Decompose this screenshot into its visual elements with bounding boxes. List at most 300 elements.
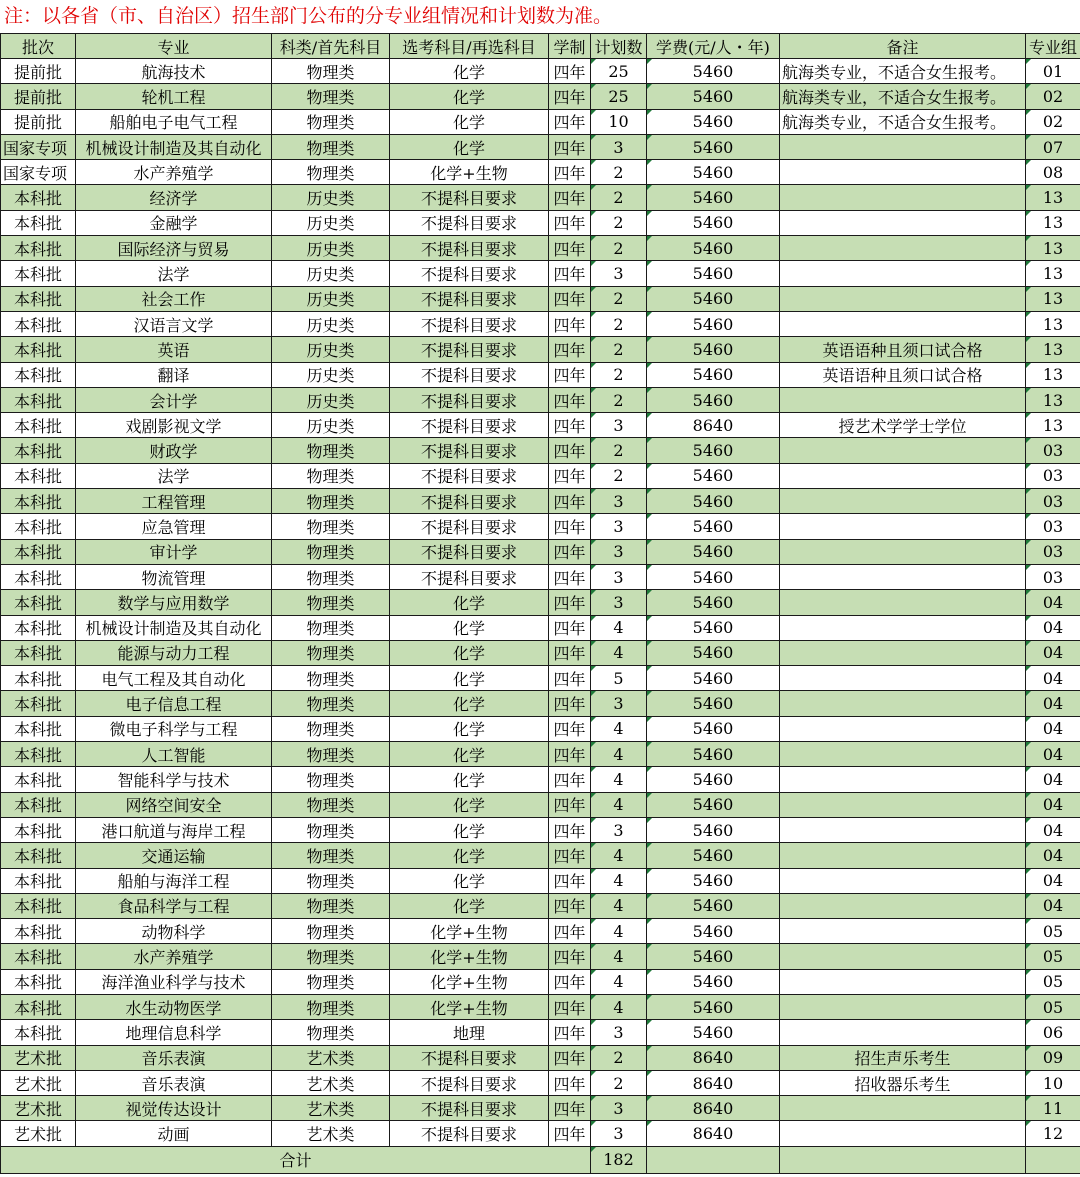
cell-remark [780, 640, 1026, 665]
cell-tuition: 5460 [647, 843, 780, 868]
cell-plan: 3 [591, 514, 647, 539]
cell-group: 12 [1026, 1121, 1080, 1146]
cell-remark: 授艺术学学士学位 [780, 413, 1026, 438]
cell-category: 历史类 [272, 286, 390, 311]
cell-batch: 艺术批 [1, 1045, 76, 1070]
cell-batch: 本科批 [1, 185, 76, 210]
table-row [1, 286, 1080, 311]
cell-group: 02 [1026, 84, 1080, 109]
table-row [1, 387, 1080, 412]
cell-group: 05 [1026, 919, 1080, 944]
cell-plan: 2 [591, 311, 647, 336]
cell-category: 历史类 [272, 185, 390, 210]
cell-batch: 本科批 [1, 944, 76, 969]
table-row [1, 792, 1080, 817]
cell-elective: 不提科目要求 [390, 489, 549, 514]
cell-group: 05 [1026, 994, 1080, 1019]
cell-group: 13 [1026, 311, 1080, 336]
cell-tuition: 5460 [647, 236, 780, 261]
cell-tuition: 5460 [647, 134, 780, 159]
cell-remark [780, 539, 1026, 564]
table-row [1, 185, 1080, 210]
cell-batch: 本科批 [1, 868, 76, 893]
cell-elective: 化学 [390, 59, 549, 84]
table-row [1, 1096, 1080, 1121]
cell-category: 物理类 [272, 463, 390, 488]
cell-plan: 2 [591, 286, 647, 311]
cell-duration: 四年 [549, 438, 591, 463]
cell-elective: 不提科目要求 [390, 286, 549, 311]
cell-elective: 化学 [390, 590, 549, 615]
cell-plan: 4 [591, 893, 647, 918]
table-row [1, 134, 1080, 159]
cell-major: 网络空间安全 [76, 792, 272, 817]
cell-plan: 2 [591, 1070, 647, 1095]
table-row [1, 615, 1080, 640]
cell-category: 物理类 [272, 944, 390, 969]
cell-category: 物理类 [272, 564, 390, 589]
cell-remark [780, 564, 1026, 589]
cell-remark [780, 1096, 1026, 1121]
cell-tuition: 5460 [647, 893, 780, 918]
cell-remark [780, 843, 1026, 868]
cell-group: 04 [1026, 843, 1080, 868]
cell-remark: 航海类专业，不适合女生报考。 [780, 59, 1026, 84]
cell-plan: 2 [591, 362, 647, 387]
cell-major: 国际经济与贸易 [76, 236, 272, 261]
cell-major: 音乐表演 [76, 1070, 272, 1095]
cell-major: 动物科学 [76, 919, 272, 944]
cell-remark [780, 742, 1026, 767]
table-row [1, 84, 1080, 109]
cell-elective: 化学 [390, 134, 549, 159]
cell-category: 物理类 [272, 919, 390, 944]
cell-category: 物理类 [272, 716, 390, 741]
total-row [1, 1146, 1080, 1173]
cell-batch: 本科批 [1, 463, 76, 488]
cell-elective: 不提科目要求 [390, 337, 549, 362]
cell-duration: 四年 [549, 59, 591, 84]
cell-major: 地理信息科学 [76, 1020, 272, 1045]
cell-duration: 四年 [549, 716, 591, 741]
cell-remark [780, 590, 1026, 615]
cell-plan: 3 [591, 817, 647, 842]
cell-elective: 不提科目要求 [390, 539, 549, 564]
cell-plan: 3 [591, 261, 647, 286]
table-row [1, 1121, 1080, 1146]
cell-remark: 招生声乐考生 [780, 1045, 1026, 1070]
cell-group: 13 [1026, 286, 1080, 311]
cell-major: 人工智能 [76, 742, 272, 767]
cell-major: 数学与应用数学 [76, 590, 272, 615]
table-row [1, 463, 1080, 488]
cell-group: 04 [1026, 590, 1080, 615]
cell-plan: 2 [591, 210, 647, 235]
cell-batch: 本科批 [1, 236, 76, 261]
cell-group: 05 [1026, 969, 1080, 994]
cell-tuition: 5460 [647, 969, 780, 994]
cell-elective: 化学 [390, 843, 549, 868]
cell-category: 物理类 [272, 84, 390, 109]
table-row [1, 261, 1080, 286]
cell-batch: 国家专项 [1, 134, 76, 159]
cell-group: 13 [1026, 185, 1080, 210]
cell-major: 轮机工程 [76, 84, 272, 109]
cell-elective: 化学 [390, 716, 549, 741]
cell-category: 物理类 [272, 109, 390, 134]
cell-group: 08 [1026, 160, 1080, 185]
cell-tuition: 5460 [647, 160, 780, 185]
cell-group: 13 [1026, 261, 1080, 286]
table-row [1, 893, 1080, 918]
cell-group: 03 [1026, 564, 1080, 589]
cell-elective: 不提科目要求 [390, 311, 549, 336]
cell-category: 物理类 [272, 539, 390, 564]
cell-plan: 4 [591, 843, 647, 868]
cell-plan: 3 [591, 134, 647, 159]
cell-batch: 本科批 [1, 919, 76, 944]
cell-major: 交通运输 [76, 843, 272, 868]
cell-plan: 3 [591, 489, 647, 514]
cell-category: 历史类 [272, 261, 390, 286]
cell-remark [780, 868, 1026, 893]
cell-batch: 本科批 [1, 564, 76, 589]
cell-duration: 四年 [549, 387, 591, 412]
cell-major: 视觉传达设计 [76, 1096, 272, 1121]
cell-remark [780, 919, 1026, 944]
cell-major: 智能科学与技术 [76, 767, 272, 792]
total-empty [647, 1146, 780, 1173]
cell-group: 05 [1026, 944, 1080, 969]
cell-tuition: 5460 [647, 615, 780, 640]
cell-elective: 不提科目要求 [390, 514, 549, 539]
cell-major: 港口航道与海岸工程 [76, 817, 272, 842]
cell-plan: 2 [591, 185, 647, 210]
cell-category: 物理类 [272, 792, 390, 817]
cell-category: 物理类 [272, 893, 390, 918]
cell-category: 历史类 [272, 362, 390, 387]
cell-tuition: 5460 [647, 666, 780, 691]
cell-plan: 4 [591, 716, 647, 741]
cell-elective: 化学 [390, 666, 549, 691]
cell-tuition: 5460 [647, 716, 780, 741]
cell-major: 会计学 [76, 387, 272, 412]
cell-category: 物理类 [272, 134, 390, 159]
cell-group: 04 [1026, 868, 1080, 893]
cell-major: 动画 [76, 1121, 272, 1146]
cell-elective: 不提科目要求 [390, 413, 549, 438]
cell-major: 金融学 [76, 210, 272, 235]
cell-duration: 四年 [549, 1096, 591, 1121]
table-row [1, 666, 1080, 691]
cell-duration: 四年 [549, 134, 591, 159]
cell-duration: 四年 [549, 1020, 591, 1045]
cell-duration: 四年 [549, 893, 591, 918]
cell-remark [780, 615, 1026, 640]
cell-batch: 本科批 [1, 438, 76, 463]
cell-plan: 4 [591, 792, 647, 817]
cell-plan: 4 [591, 742, 647, 767]
cell-category: 物理类 [272, 969, 390, 994]
cell-tuition: 5460 [647, 994, 780, 1019]
cell-tuition: 5460 [647, 590, 780, 615]
table-row [1, 489, 1080, 514]
cell-group: 03 [1026, 514, 1080, 539]
cell-elective: 化学 [390, 868, 549, 893]
cell-batch: 本科批 [1, 489, 76, 514]
cell-duration: 四年 [549, 590, 591, 615]
cell-remark [780, 893, 1026, 918]
cell-duration: 四年 [549, 109, 591, 134]
cell-elective: 化学 [390, 792, 549, 817]
cell-batch: 本科批 [1, 817, 76, 842]
cell-elective: 化学 [390, 640, 549, 665]
table-row [1, 1070, 1080, 1095]
cell-elective: 化学+生物 [390, 994, 549, 1019]
cell-group: 03 [1026, 438, 1080, 463]
cell-elective: 化学 [390, 84, 549, 109]
cell-major: 电气工程及其自动化 [76, 666, 272, 691]
cell-category: 物理类 [272, 666, 390, 691]
cell-plan: 4 [591, 868, 647, 893]
cell-duration: 四年 [549, 1045, 591, 1070]
cell-batch: 本科批 [1, 1020, 76, 1045]
cell-tuition: 5460 [647, 767, 780, 792]
cell-duration: 四年 [549, 160, 591, 185]
cell-duration: 四年 [549, 615, 591, 640]
table-row [1, 1045, 1080, 1070]
cell-tuition: 8640 [647, 1121, 780, 1146]
cell-category: 历史类 [272, 337, 390, 362]
cell-remark [780, 489, 1026, 514]
table-row [1, 590, 1080, 615]
cell-tuition: 5460 [647, 792, 780, 817]
cell-group: 13 [1026, 337, 1080, 362]
cell-category: 物理类 [272, 817, 390, 842]
cell-plan: 25 [591, 84, 647, 109]
cell-tuition: 8640 [647, 1070, 780, 1095]
cell-duration: 四年 [549, 640, 591, 665]
cell-duration: 四年 [549, 868, 591, 893]
cell-tuition: 5460 [647, 1020, 780, 1045]
cell-elective: 化学 [390, 109, 549, 134]
cell-batch: 本科批 [1, 994, 76, 1019]
cell-major: 戏剧影视文学 [76, 413, 272, 438]
cell-group: 04 [1026, 615, 1080, 640]
cell-group: 06 [1026, 1020, 1080, 1045]
cell-duration: 四年 [549, 1121, 591, 1146]
cell-group: 13 [1026, 413, 1080, 438]
table-row [1, 742, 1080, 767]
cell-category: 物理类 [272, 868, 390, 893]
cell-category: 物理类 [272, 640, 390, 665]
cell-major: 船舶电子电气工程 [76, 109, 272, 134]
cell-plan: 4 [591, 969, 647, 994]
cell-elective: 不提科目要求 [390, 1070, 549, 1095]
cell-elective: 化学 [390, 893, 549, 918]
table-row [1, 868, 1080, 893]
cell-batch: 本科批 [1, 666, 76, 691]
cell-tuition: 5460 [647, 311, 780, 336]
cell-tuition: 5460 [647, 919, 780, 944]
cell-plan: 2 [591, 463, 647, 488]
cell-duration: 四年 [549, 944, 591, 969]
cell-tuition: 5460 [647, 84, 780, 109]
cell-elective: 不提科目要求 [390, 387, 549, 412]
cell-duration: 四年 [549, 261, 591, 286]
cell-duration: 四年 [549, 564, 591, 589]
cell-batch: 提前批 [1, 59, 76, 84]
cell-major: 水生动物医学 [76, 994, 272, 1019]
cell-batch: 本科批 [1, 767, 76, 792]
cell-batch: 艺术批 [1, 1121, 76, 1146]
cell-batch: 本科批 [1, 742, 76, 767]
cell-duration: 四年 [549, 286, 591, 311]
cell-remark: 英语语种且须口试合格 [780, 337, 1026, 362]
cell-group: 09 [1026, 1045, 1080, 1070]
cell-batch: 本科批 [1, 792, 76, 817]
cell-batch: 本科批 [1, 969, 76, 994]
cell-group: 04 [1026, 742, 1080, 767]
cell-tuition: 5460 [647, 691, 780, 716]
total-label: 合计 [1, 1146, 591, 1173]
cell-major: 法学 [76, 261, 272, 286]
cell-tuition: 5460 [647, 210, 780, 235]
table-row [1, 640, 1080, 665]
cell-remark: 英语语种且须口试合格 [780, 362, 1026, 387]
cell-remark [780, 691, 1026, 716]
cell-tuition: 5460 [647, 489, 780, 514]
cell-remark [780, 261, 1026, 286]
table-row [1, 438, 1080, 463]
cell-remark [780, 817, 1026, 842]
cell-major: 水产养殖学 [76, 944, 272, 969]
cell-group: 03 [1026, 489, 1080, 514]
cell-category: 物理类 [272, 615, 390, 640]
cell-duration: 四年 [549, 337, 591, 362]
cell-remark [780, 236, 1026, 261]
cell-major: 法学 [76, 463, 272, 488]
cell-group: 04 [1026, 792, 1080, 817]
cell-group: 04 [1026, 691, 1080, 716]
cell-plan: 3 [591, 1096, 647, 1121]
cell-duration: 四年 [549, 969, 591, 994]
cell-group: 04 [1026, 893, 1080, 918]
cell-batch: 本科批 [1, 893, 76, 918]
cell-plan: 5 [591, 666, 647, 691]
cell-tuition: 5460 [647, 640, 780, 665]
cell-elective: 不提科目要求 [390, 438, 549, 463]
cell-plan: 4 [591, 615, 647, 640]
cell-duration: 四年 [549, 210, 591, 235]
header-duration: 学制 [549, 34, 591, 59]
cell-batch: 本科批 [1, 387, 76, 412]
cell-category: 物理类 [272, 994, 390, 1019]
cell-major: 机械设计制造及其自动化 [76, 134, 272, 159]
cell-group: 11 [1026, 1096, 1080, 1121]
cell-elective: 不提科目要求 [390, 463, 549, 488]
cell-remark: 航海类专业，不适合女生报考。 [780, 84, 1026, 109]
cell-elective: 不提科目要求 [390, 564, 549, 589]
cell-tuition: 5460 [647, 868, 780, 893]
cell-elective: 不提科目要求 [390, 236, 549, 261]
cell-duration: 四年 [549, 843, 591, 868]
cell-elective: 不提科目要求 [390, 261, 549, 286]
cell-category: 历史类 [272, 236, 390, 261]
header-remark: 备注 [780, 34, 1026, 59]
table-row [1, 109, 1080, 134]
cell-tuition: 8640 [647, 413, 780, 438]
table-row [1, 539, 1080, 564]
cell-category: 物理类 [272, 843, 390, 868]
cell-batch: 本科批 [1, 261, 76, 286]
cell-major: 水产养殖学 [76, 160, 272, 185]
cell-plan: 2 [591, 236, 647, 261]
cell-batch: 本科批 [1, 615, 76, 640]
header-group: 专业组 [1026, 34, 1080, 59]
cell-major: 海洋渔业科学与技术 [76, 969, 272, 994]
cell-remark [780, 160, 1026, 185]
cell-group: 01 [1026, 59, 1080, 84]
cell-plan: 3 [591, 413, 647, 438]
cell-duration: 四年 [549, 1070, 591, 1095]
cell-duration: 四年 [549, 792, 591, 817]
cell-duration: 四年 [549, 994, 591, 1019]
cell-duration: 四年 [549, 311, 591, 336]
cell-group: 13 [1026, 387, 1080, 412]
cell-elective: 化学+生物 [390, 919, 549, 944]
cell-duration: 四年 [549, 817, 591, 842]
cell-elective: 化学 [390, 691, 549, 716]
cell-major: 能源与动力工程 [76, 640, 272, 665]
cell-major: 英语 [76, 337, 272, 362]
header-tuition: 学费(元/人・年) [647, 34, 780, 59]
header-batch: 批次 [1, 34, 76, 59]
cell-batch: 艺术批 [1, 1070, 76, 1095]
cell-plan: 2 [591, 1045, 647, 1070]
cell-group: 04 [1026, 767, 1080, 792]
table-row [1, 1020, 1080, 1045]
cell-batch: 本科批 [1, 843, 76, 868]
cell-plan: 25 [591, 59, 647, 84]
cell-major: 微电子科学与工程 [76, 716, 272, 741]
cell-category: 物理类 [272, 1020, 390, 1045]
cell-duration: 四年 [549, 362, 591, 387]
cell-plan: 3 [591, 590, 647, 615]
cell-tuition: 5460 [647, 109, 780, 134]
cell-plan: 3 [591, 539, 647, 564]
cell-tuition: 8640 [647, 1045, 780, 1070]
cell-remark: 招收器乐考生 [780, 1070, 1026, 1095]
cell-remark [780, 185, 1026, 210]
cell-plan: 3 [591, 1121, 647, 1146]
cell-group: 03 [1026, 463, 1080, 488]
cell-plan: 2 [591, 160, 647, 185]
cell-batch: 本科批 [1, 362, 76, 387]
table-row [1, 944, 1080, 969]
cell-plan: 3 [591, 1020, 647, 1045]
cell-duration: 四年 [549, 919, 591, 944]
cell-batch: 本科批 [1, 514, 76, 539]
cell-remark [780, 286, 1026, 311]
cell-category: 历史类 [272, 413, 390, 438]
cell-elective: 化学 [390, 817, 549, 842]
cell-group: 04 [1026, 666, 1080, 691]
cell-major: 社会工作 [76, 286, 272, 311]
cell-tuition: 5460 [647, 944, 780, 969]
table-row [1, 994, 1080, 1019]
cell-duration: 四年 [549, 84, 591, 109]
